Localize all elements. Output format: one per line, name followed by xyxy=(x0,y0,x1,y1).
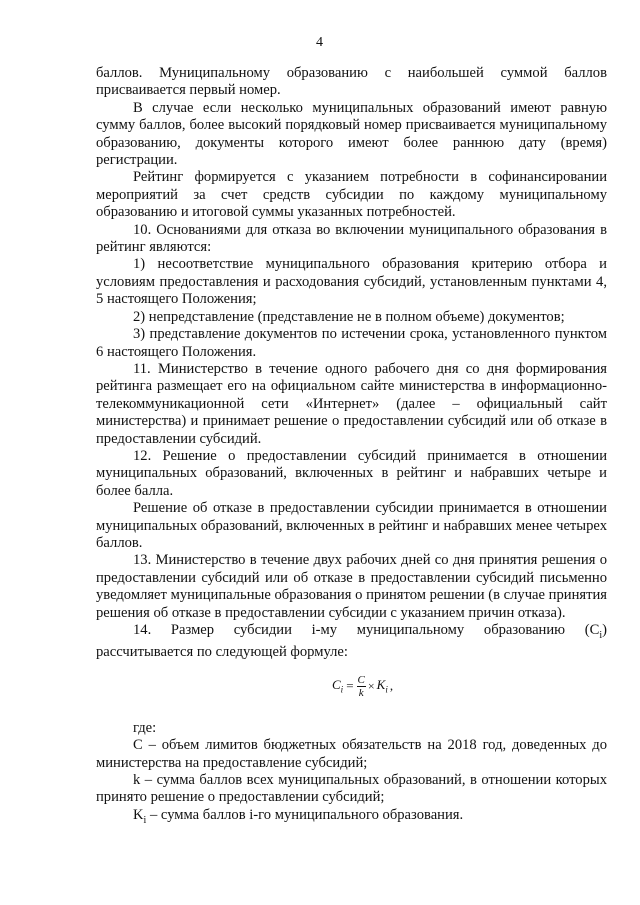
page-number: 4 xyxy=(316,35,323,50)
paragraph: где: xyxy=(133,719,157,736)
paragraph: Рейтинг формируется с указанием потребности в софинансировании мероприятий за счет средств субсидии по каждому муниципальному образованию и итоговой суммы указанных потребностей. xyxy=(96,169,607,221)
formula-k-symbol: K xyxy=(376,677,386,693)
formula-times: × xyxy=(367,678,375,693)
list-item: 2) непредставление (представление не в полном объеме) документов; xyxy=(133,308,565,325)
formula-k-sub: i xyxy=(385,685,388,696)
paragraph: Решение об отказе в предоставлении субсидии принимается в отношении муниципальных образований, включенных в рейтинг и набравших менее четырех баллов. xyxy=(96,500,607,551)
formula-intro-before: 14. Размер субсидии i-му муниципальному образованию (C xyxy=(133,622,600,638)
formula-lhs xyxy=(332,677,343,695)
formula-k xyxy=(377,677,388,695)
formula-intro-sub: i xyxy=(599,629,603,641)
formula xyxy=(96,662,607,720)
last-text: – сумма баллов i-го муниципального образования. xyxy=(146,806,464,823)
formula-comma: , xyxy=(389,678,394,694)
formula-equals: = xyxy=(346,678,354,694)
paragraph-last xyxy=(96,807,607,829)
paragraph: 10. Основаниями для отказа во включении муниципального образования в рейтинг являются: xyxy=(96,221,607,256)
paragraph: k – сумма баллов всех муниципальных образований, в отношении которых принято решение о предоставлении субсидий; xyxy=(96,771,607,806)
formula-fraction xyxy=(357,674,366,699)
formula-numerator: C xyxy=(357,673,365,686)
formula-intro-after: ) рассчитывается по следующей формуле: xyxy=(96,622,607,661)
last-k-symbol: K xyxy=(133,806,144,823)
list-item: 3) представление документов по истечении срока, установленного пунктом 6 настоящего Положения. xyxy=(96,326,607,360)
formula-lhs-symbol: C xyxy=(332,677,341,693)
paragraph: 13. Министерство в течение двух рабочих дней со дня принятия решения о предоставлении субсидий или об отказе в предоставлении субсидий письменно уведомляет муниципальные образования о принятом решении (в случае принятия решения об отказе в предоставлении субсидии с указанием причин отказа). xyxy=(96,552,607,621)
paragraph: 12. Решение о предоставлении субсидий принимается в отношении муниципальных образований, включенных в рейтинг и набравших четыре и более балла. xyxy=(96,447,607,499)
paragraph: 11. Министерство в течение одного рабочего дня со дня формирования рейтинга размещает его на официальном сайте министерства в информационно-телекоммуникационной сети «Интернет» (далее – официальный сайт министерства) и принимает решение о предоставлении субсидий или об отказе в предоставлении субсидий. xyxy=(96,360,607,447)
formula-lhs-sub: i xyxy=(340,685,344,696)
paragraph: В случае если несколько муниципальных образований имеют равную сумму баллов, более высокий порядковый номер присваивается муниципальному образованию, документы которого имеют более раннюю дату (время) регистрации. xyxy=(96,99,607,169)
last-k-sub: i xyxy=(143,814,147,826)
paragraph: C – объем лимитов бюджетных обязательств на 2018 год, доведенных до министерства на предоставление субсидий; xyxy=(96,737,607,771)
formula-denominator: k xyxy=(358,686,364,699)
formula-expression xyxy=(332,674,393,699)
paragraph-formula-intro xyxy=(96,622,607,662)
paragraph: баллов. Муниципальному образованию с наибольшей суммой баллов присваивается первый номер. xyxy=(96,65,607,99)
list-item: 1) несоответствие муниципального образования критерию отбора и условиям предоставления и расходования субсидий, установленным пунктами 4, 5 настоящего Положения; xyxy=(96,256,607,308)
